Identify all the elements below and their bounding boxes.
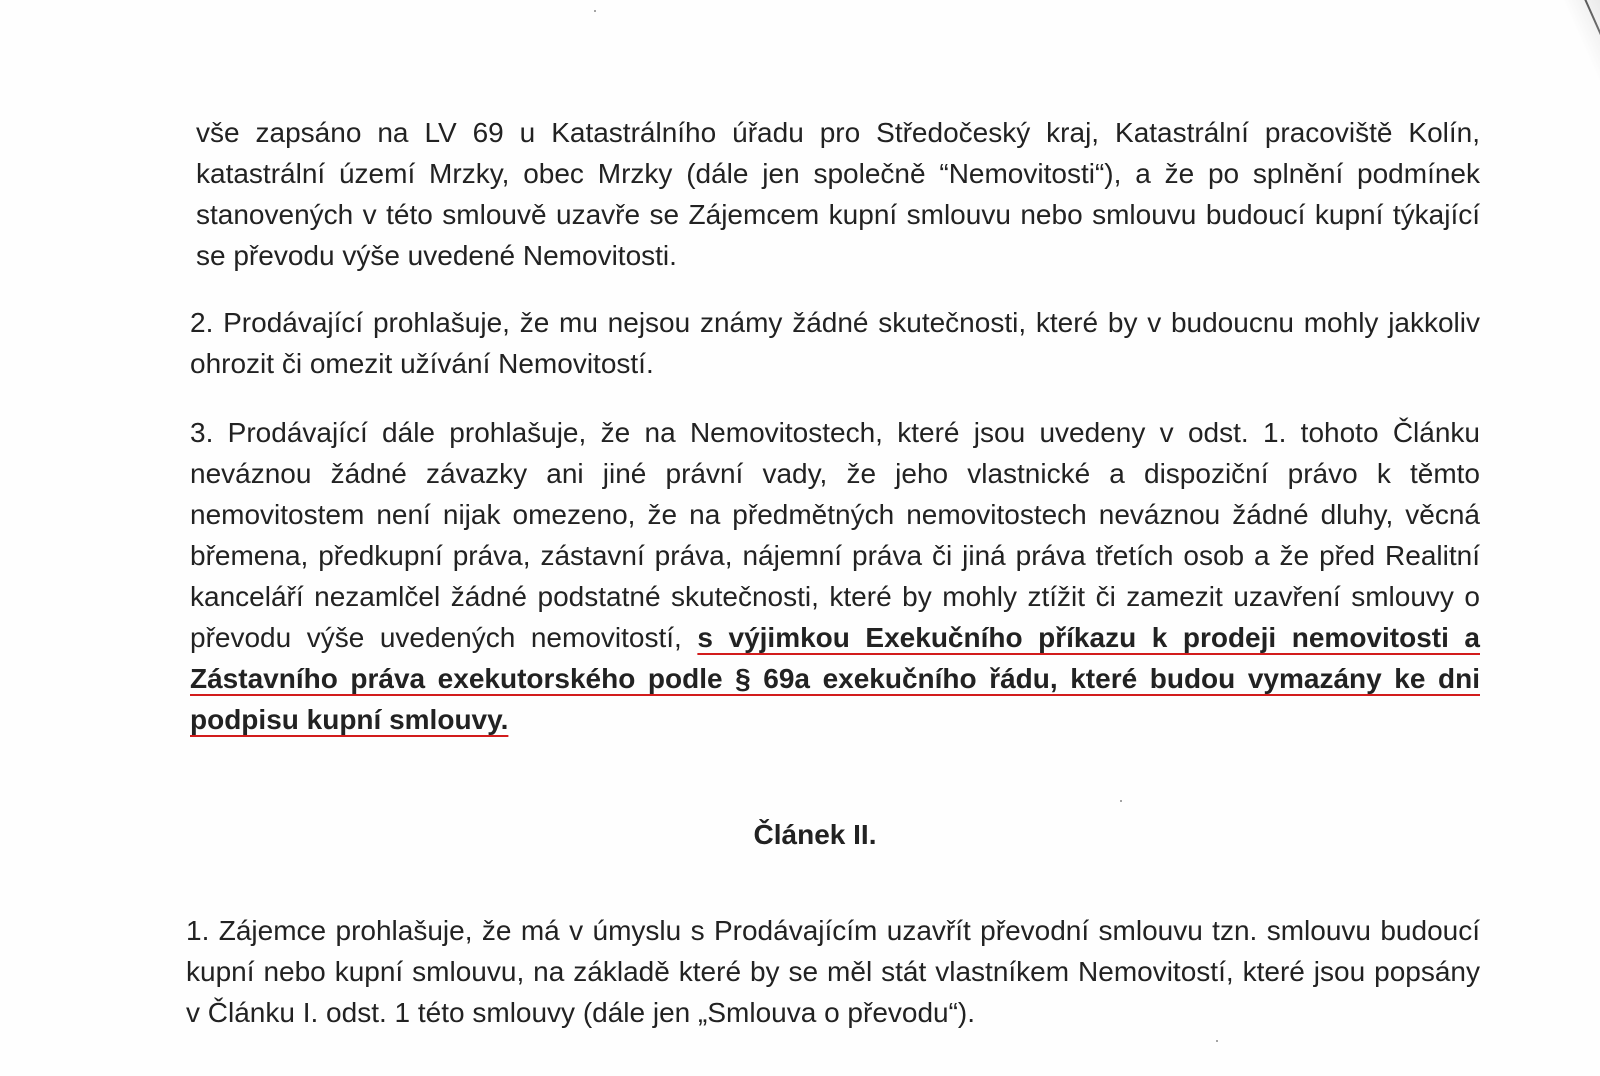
paragraph-property-registration: vše zapsáno na LV 69 u Katastrálního úřadu pro Středočeský kraj, Katastrální pracoviště Kolín, katastrální území Mrzky, obec Mrzky (dále jen společně “Nemovitosti“), a že po splnění podmínek stanovených v této smlouvě uzavře se Zájemcem kupní smlouvu nebo smlouvu budoucí kupní týkající se převodu výše uvedené Nemovitosti. bbox=[196, 117, 1480, 271]
paragraph-seller-declaration-3 bbox=[190, 412, 1480, 740]
scan-speck bbox=[594, 10, 596, 12]
paragraph-3-exception-text: s výjimkou Exekučního příkazu k prodeji nemovitosti a Zástavního práva exekutorského podle § 69a exekučního řádu, které budou vymazány ke dni podpisu kupní smlouvy. bbox=[190, 622, 1480, 735]
scan-speck bbox=[1216, 1040, 1218, 1042]
paragraph-seller-declaration-2: 2. Prodávající prohlašuje, že mu nejsou známy žádné skutečnosti, které by v budoucnu mohly jakkoliv ohrozit či omezit užívání Nemovitostí. bbox=[190, 307, 1480, 379]
article-heading: Článek II. bbox=[753, 819, 877, 850]
paragraph-3-plain-text: 3. Prodávající dále prohlašuje, že na Nemovitostech, které jsou uvedeny v odst. 1. tohoto Článku neváznou žádné závazky ani jiné právní vady, že jeho vlastnické a dispoziční právo k těmto nemovitostem není nijak omezeno, že na předmětných nemovitostech neváznou žádné dluhy, věcná břemena, předkupní práva, zástavní práva, nájemní práva či jiná práva třetích osob a že před Realitní kanceláří nezamlčel žádné podstatné skutečnosti, které by mohly ztížit či zamezit uzavření smlouvy o převodu výše uvedených nemovitostí, bbox=[190, 417, 1480, 653]
page-fold-edge bbox=[1480, 0, 1600, 140]
scan-speck bbox=[1120, 800, 1122, 802]
paragraph-buyer-declaration: 1. Zájemce prohlašuje, že má v úmyslu s Prodávajícím uzavřít převodní smlouvu tzn. smlouvu budoucí kupní nebo kupní smlouvu, na základě které by se měl stát vlastníkem Nemovitostí, které jsou popsány v Článku I. odst. 1 této smlouvy (dále jen „Smlouva o převodu“). bbox=[186, 915, 1480, 1028]
